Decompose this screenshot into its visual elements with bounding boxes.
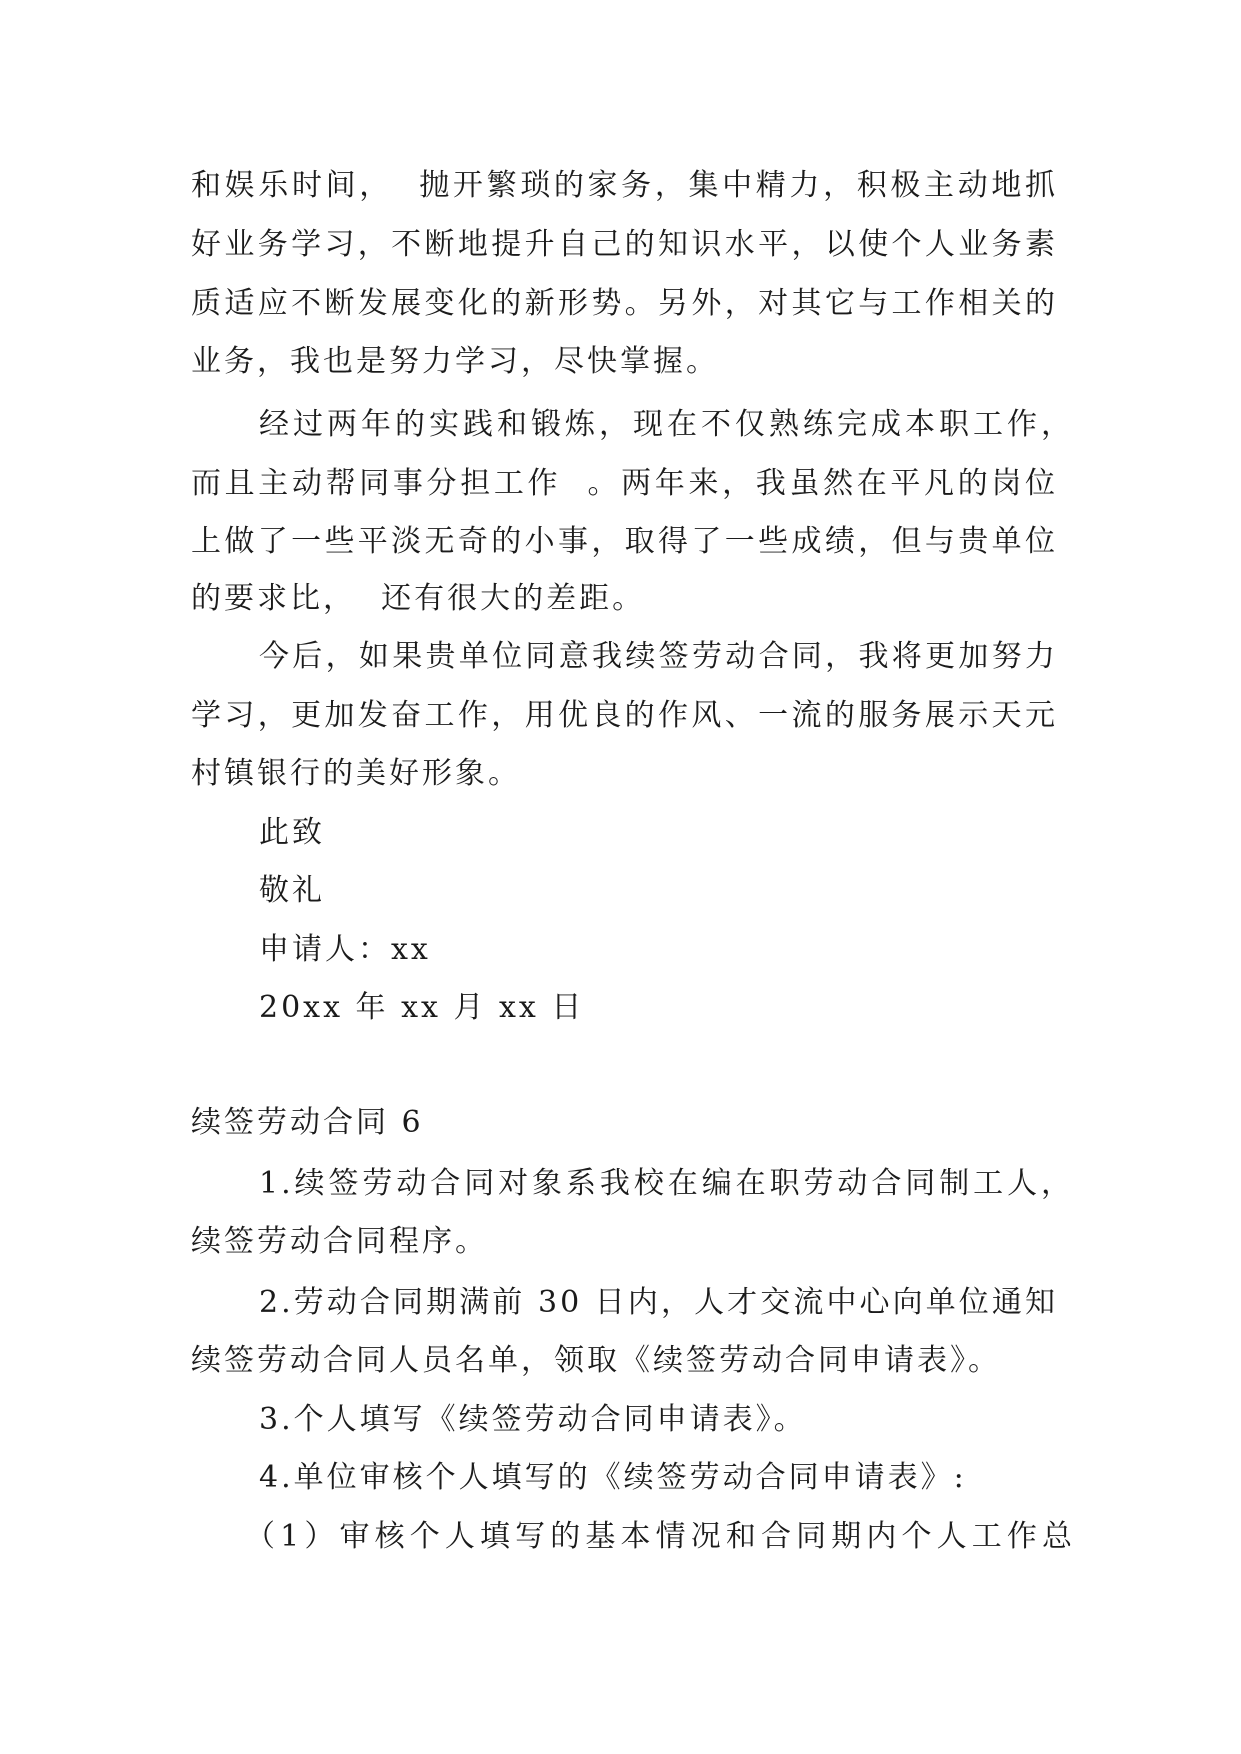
procedure-line: 2.劳动合同期满前 30 日内，人才交流中心向单位通知	[259, 1285, 1058, 1320]
procedure-line: 续签劳动合同人员名单，领取《续签劳动合同申请表》。	[191, 1343, 1001, 1378]
closing-regards: 敬礼	[259, 873, 325, 908]
body-line: 今后，如果贵单位同意我续签劳动合同，我将更加努力	[259, 639, 1058, 674]
procedure-line: 3.个人填写《续签劳动合同申请表》。	[259, 1402, 807, 1437]
body-line: 业务，我也是努力学习，尽快掌握。	[191, 344, 719, 379]
procedure-line: 1.续签劳动合同对象系我校在编在职劳动合同制工人，	[259, 1166, 1074, 1201]
procedure-line: 4.单位审核个人填写的《续签劳动合同申请表》:	[259, 1460, 967, 1495]
closing-salutation: 此致	[259, 815, 325, 850]
body-line: 村镇银行的美好形象。	[191, 756, 521, 791]
body-line: 质适应不断发展变化的新形势。另外，对其它与工作相关的	[191, 286, 1058, 321]
procedure-line: 续签劳动合同程序。	[191, 1224, 488, 1259]
body-line: 经过两年的实践和锻炼，现在不仅熟练完成本职工作，	[259, 407, 1074, 442]
body-line: 和娱乐时间， 抛开繁琐的家务，集中精力，积极主动地抓	[191, 168, 1058, 203]
body-line: 上做了一些平淡无奇的小事，取得了一些成绩，但与贵单位	[191, 524, 1058, 559]
body-line: 而且主动帮同事分担工作 。两年来，我虽然在平凡的岗位	[191, 466, 1058, 501]
procedure-line: （1）审核个人填写的基本情况和合同期内个人工作总	[245, 1519, 1075, 1554]
body-line: 的要求比， 还有很大的差距。	[191, 581, 646, 616]
body-line: 学习，更加发奋工作，用优良的作风、一流的服务展示天元	[191, 698, 1058, 733]
signature-applicant: 申请人：xx	[259, 932, 431, 967]
section-title: 续签劳动合同 6	[191, 1105, 424, 1140]
body-line: 好业务学习，不断地提升自己的知识水平，以使个人业务素	[191, 227, 1058, 262]
signature-date: 20xx 年 xx 月 xx 日	[259, 990, 585, 1025]
